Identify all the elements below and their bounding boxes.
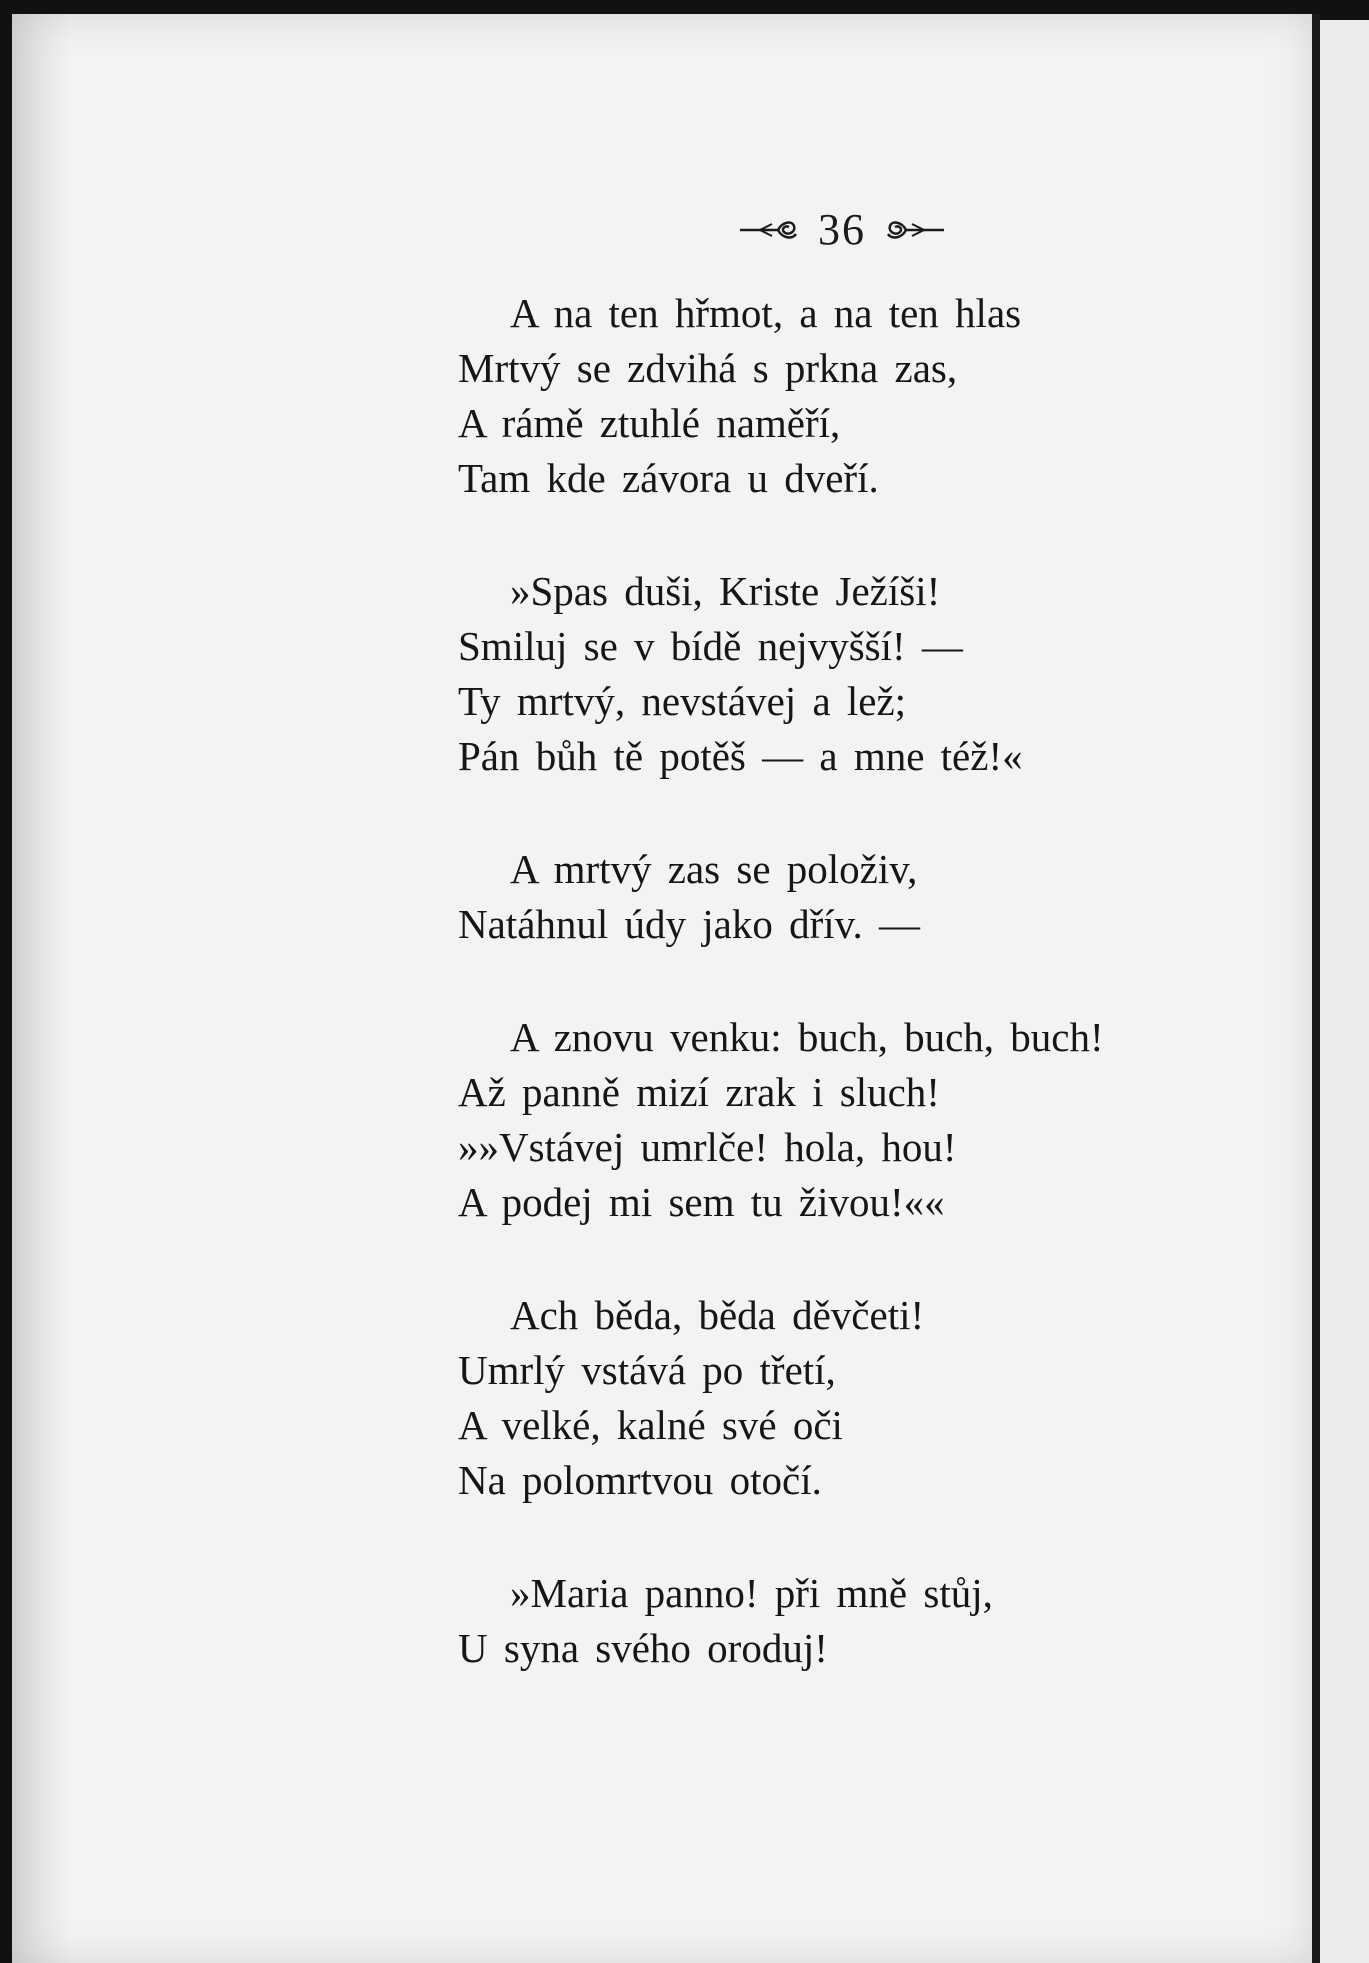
- poem-line: Až panně mizí zrak i sluch!: [458, 1069, 940, 1115]
- stanza: [458, 1288, 1258, 1508]
- stanza: [458, 842, 1258, 952]
- page-header: [712, 199, 972, 259]
- poem-line: A mrtvý zas se položiv,: [510, 846, 918, 892]
- poem-line: Smiluj se v bídě nejvyšší! —: [458, 623, 963, 669]
- poem-line: Natáhnul údy jako dřív. —: [458, 901, 921, 947]
- poem-line: »»Vstávej umrlče! hola, hou!: [458, 1124, 957, 1170]
- book-page: [12, 14, 1312, 1963]
- poem-line: U syna svého oroduj!: [458, 1625, 828, 1671]
- stanza: [458, 1566, 1258, 1676]
- stanza: [458, 1010, 1258, 1230]
- stanza: [458, 564, 1258, 784]
- poem-line: A rámě ztuhlé naměří,: [458, 400, 841, 446]
- poem-line: A znovu venku: buch, buch, buch!: [510, 1014, 1104, 1060]
- poem-line: Ty mrtvý, nevstávej a lež;: [458, 678, 907, 724]
- poem-line: Umrlý vstává po třetí,: [458, 1347, 836, 1393]
- right-flourish-icon: [884, 216, 946, 242]
- poem-line: Tam kde závora u dveří.: [458, 455, 879, 501]
- poem-line: Ach běda, běda děvčeti!: [510, 1292, 925, 1338]
- page-number: 36: [818, 204, 866, 254]
- book-spine-shadow: [1312, 14, 1320, 1963]
- stanza: [458, 286, 1258, 506]
- adjacent-page-edge: [1320, 20, 1369, 1963]
- poem-line: A na ten hřmot, a na ten hlas: [510, 290, 1022, 336]
- poem-line: »Spas duši, Kriste Ježíši!: [510, 568, 941, 614]
- poem-body: [458, 286, 1258, 1734]
- poem-line: A velké, kalné své oči: [458, 1402, 843, 1448]
- poem-line: Mrtvý se zdvihá s prkna zas,: [458, 345, 958, 391]
- poem-line: Na polomrtvou otočí.: [458, 1457, 822, 1503]
- poem-line: »Maria panno! při mně stůj,: [510, 1570, 993, 1616]
- poem-line: A podej mi sem tu živou!««: [458, 1179, 945, 1225]
- poem-line: Pán bůh tě potěš — a mne též!«: [458, 733, 1023, 779]
- left-flourish-icon: [738, 216, 800, 242]
